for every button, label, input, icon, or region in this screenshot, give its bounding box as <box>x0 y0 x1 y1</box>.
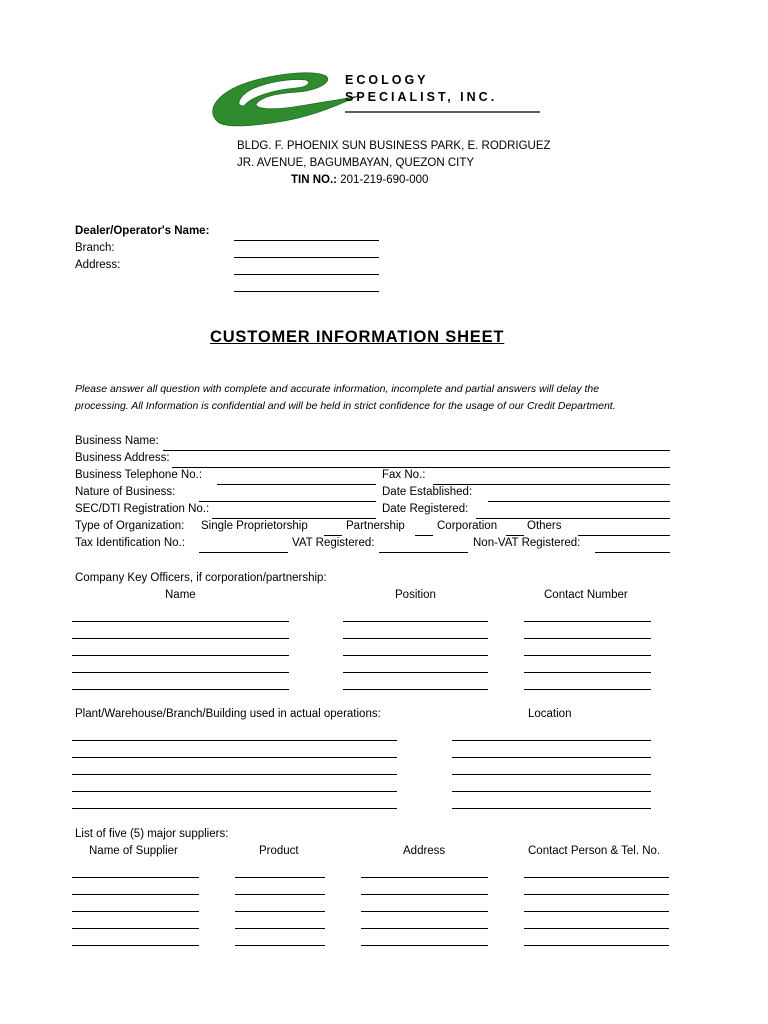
officer-position-field-2[interactable] <box>343 638 488 639</box>
address-line1: BLDG. F. PHOENIX SUN BUSINESS PARK, E. RODRIGUEZ <box>237 140 551 152</box>
location-label: Location <box>528 708 572 720</box>
nonvat-label: Non-VAT Registered: <box>473 537 581 549</box>
branch-label: Branch: <box>75 242 115 254</box>
org-others-field[interactable] <box>578 535 670 536</box>
org-partnership-checkbox[interactable] <box>415 535 433 536</box>
tax-id-field[interactable] <box>199 552 288 553</box>
officer-position-field-1[interactable] <box>343 621 488 622</box>
supplier-address-field-5[interactable] <box>361 945 488 946</box>
officer-contact-field-3[interactable] <box>524 655 651 656</box>
business-name-field[interactable] <box>163 450 670 451</box>
plant-field-4[interactable] <box>72 791 397 792</box>
tin-label: TIN NO.: <box>291 174 337 186</box>
org-corporation-label: Corporation <box>437 520 498 532</box>
org-others-label: Others <box>527 520 562 532</box>
org-partnership-label: Partnership <box>346 520 405 532</box>
fax-label: Fax No.: <box>382 469 426 481</box>
org-corporation-checkbox[interactable] <box>506 535 524 536</box>
suppliers-col-product: Product <box>259 845 299 857</box>
officer-contact-field-1[interactable] <box>524 621 651 622</box>
date-registered-label: Date Registered: <box>382 503 469 515</box>
plant-heading: Plant/Warehouse/Branch/Building used in actual operations: <box>75 708 381 720</box>
officer-position-field-5[interactable] <box>343 689 488 690</box>
officer-name-field-4[interactable] <box>72 672 289 673</box>
officers-col-position: Position <box>395 589 436 601</box>
dealer-address-field-1[interactable] <box>234 274 379 275</box>
plant-field-3[interactable] <box>72 774 397 775</box>
supplier-name-field-5[interactable] <box>72 945 199 946</box>
supplier-name-field-1[interactable] <box>72 877 199 878</box>
supplier-contact-field-3[interactable] <box>524 911 669 912</box>
date-established-field[interactable] <box>488 501 670 502</box>
supplier-name-field-4[interactable] <box>72 928 199 929</box>
logo-swoosh <box>213 73 358 126</box>
supplier-name-field-3[interactable] <box>72 911 199 912</box>
dealer-address-field-2[interactable] <box>234 291 379 292</box>
supplier-product-field-3[interactable] <box>235 911 325 912</box>
officer-position-field-4[interactable] <box>343 672 488 673</box>
supplier-address-field-1[interactable] <box>361 877 488 878</box>
date-established-label: Date Established: <box>382 486 473 498</box>
location-field-5[interactable] <box>452 808 651 809</box>
supplier-contact-field-5[interactable] <box>524 945 669 946</box>
suppliers-col-name: Name of Supplier <box>89 845 178 857</box>
officer-position-field-3[interactable] <box>343 655 488 656</box>
officers-col-contact: Contact Number <box>544 589 628 601</box>
supplier-product-field-4[interactable] <box>235 928 325 929</box>
dealer-name-label: Dealer/Operator's Name: <box>75 225 210 237</box>
suppliers-col-address: Address <box>403 845 446 857</box>
dealer-name-field[interactable] <box>234 240 379 241</box>
sec-dti-label: SEC/DTI Registration No.: <box>75 503 210 515</box>
org-single-checkbox[interactable] <box>324 535 342 536</box>
supplier-contact-field-4[interactable] <box>524 928 669 929</box>
supplier-address-field-4[interactable] <box>361 928 488 929</box>
supplier-address-field-2[interactable] <box>361 894 488 895</box>
supplier-contact-field-2[interactable] <box>524 894 669 895</box>
officer-name-field-5[interactable] <box>72 689 289 690</box>
tin-row <box>291 174 428 186</box>
supplier-name-field-2[interactable] <box>72 894 199 895</box>
branch-field[interactable] <box>234 257 379 258</box>
nature-of-business-label: Nature of Business: <box>75 486 176 498</box>
supplier-product-field-2[interactable] <box>235 894 325 895</box>
suppliers-heading: List of five (5) major suppliers: <box>75 828 229 840</box>
tax-id-label: Tax Identification No.: <box>75 537 185 549</box>
officer-name-field-2[interactable] <box>72 638 289 639</box>
date-registered-field[interactable] <box>476 518 670 519</box>
vat-label: VAT Registered: <box>292 537 375 549</box>
officer-name-field-3[interactable] <box>72 655 289 656</box>
org-single-label: Single Proprietorship <box>201 520 308 532</box>
officer-contact-field-2[interactable] <box>524 638 651 639</box>
instructions-line2: processing. All Information is confidential and will be held in strict confidence for the usage of our Credit Department. <box>75 400 616 412</box>
location-field-3[interactable] <box>452 774 651 775</box>
company-name-line2: SPECIALIST, INC. <box>345 90 498 104</box>
nonvat-field[interactable] <box>595 552 670 553</box>
nature-of-business-field[interactable] <box>199 501 376 502</box>
org-type-label: Type of Organization: <box>75 520 185 532</box>
officers-heading: Company Key Officers, if corporation/partnership: <box>75 572 327 584</box>
address-line2: JR. AVENUE, BAGUMBAYAN, QUEZON CITY <box>237 157 475 169</box>
business-address-label: Business Address: <box>75 452 170 464</box>
plant-field-1[interactable] <box>72 740 397 741</box>
dealer-address-label: Address: <box>75 259 121 271</box>
location-field-2[interactable] <box>452 757 651 758</box>
sec-dti-field[interactable] <box>212 518 376 519</box>
location-field-1[interactable] <box>452 740 651 741</box>
officers-col-name: Name <box>165 589 196 601</box>
business-name-label: Business Name: <box>75 435 159 447</box>
business-telephone-field[interactable] <box>217 484 376 485</box>
officer-contact-field-5[interactable] <box>524 689 651 690</box>
business-telephone-label: Business Telephone No.: <box>75 469 203 481</box>
company-name-line1: ECOLOGY <box>345 73 429 87</box>
vat-field[interactable] <box>379 552 468 553</box>
supplier-product-field-1[interactable] <box>235 877 325 878</box>
plant-field-5[interactable] <box>72 808 397 809</box>
supplier-product-field-5[interactable] <box>235 945 325 946</box>
page-title: CUSTOMER INFORMATION SHEET <box>210 328 505 346</box>
instructions-line1: Please answer all question with complete and accurate information, incomplete and partial answers will delay the <box>75 383 600 395</box>
business-address-field[interactable] <box>172 467 670 468</box>
supplier-address-field-3[interactable] <box>361 911 488 912</box>
officer-contact-field-4[interactable] <box>524 672 651 673</box>
supplier-contact-field-1[interactable] <box>524 877 669 878</box>
plant-field-2[interactable] <box>72 757 397 758</box>
location-field-4[interactable] <box>452 791 651 792</box>
fax-field[interactable] <box>433 484 670 485</box>
suppliers-col-contact: Contact Person & Tel. No. <box>528 845 661 857</box>
tin-value: 201-219-690-000 <box>340 174 429 186</box>
officer-name-field-1[interactable] <box>72 621 289 622</box>
